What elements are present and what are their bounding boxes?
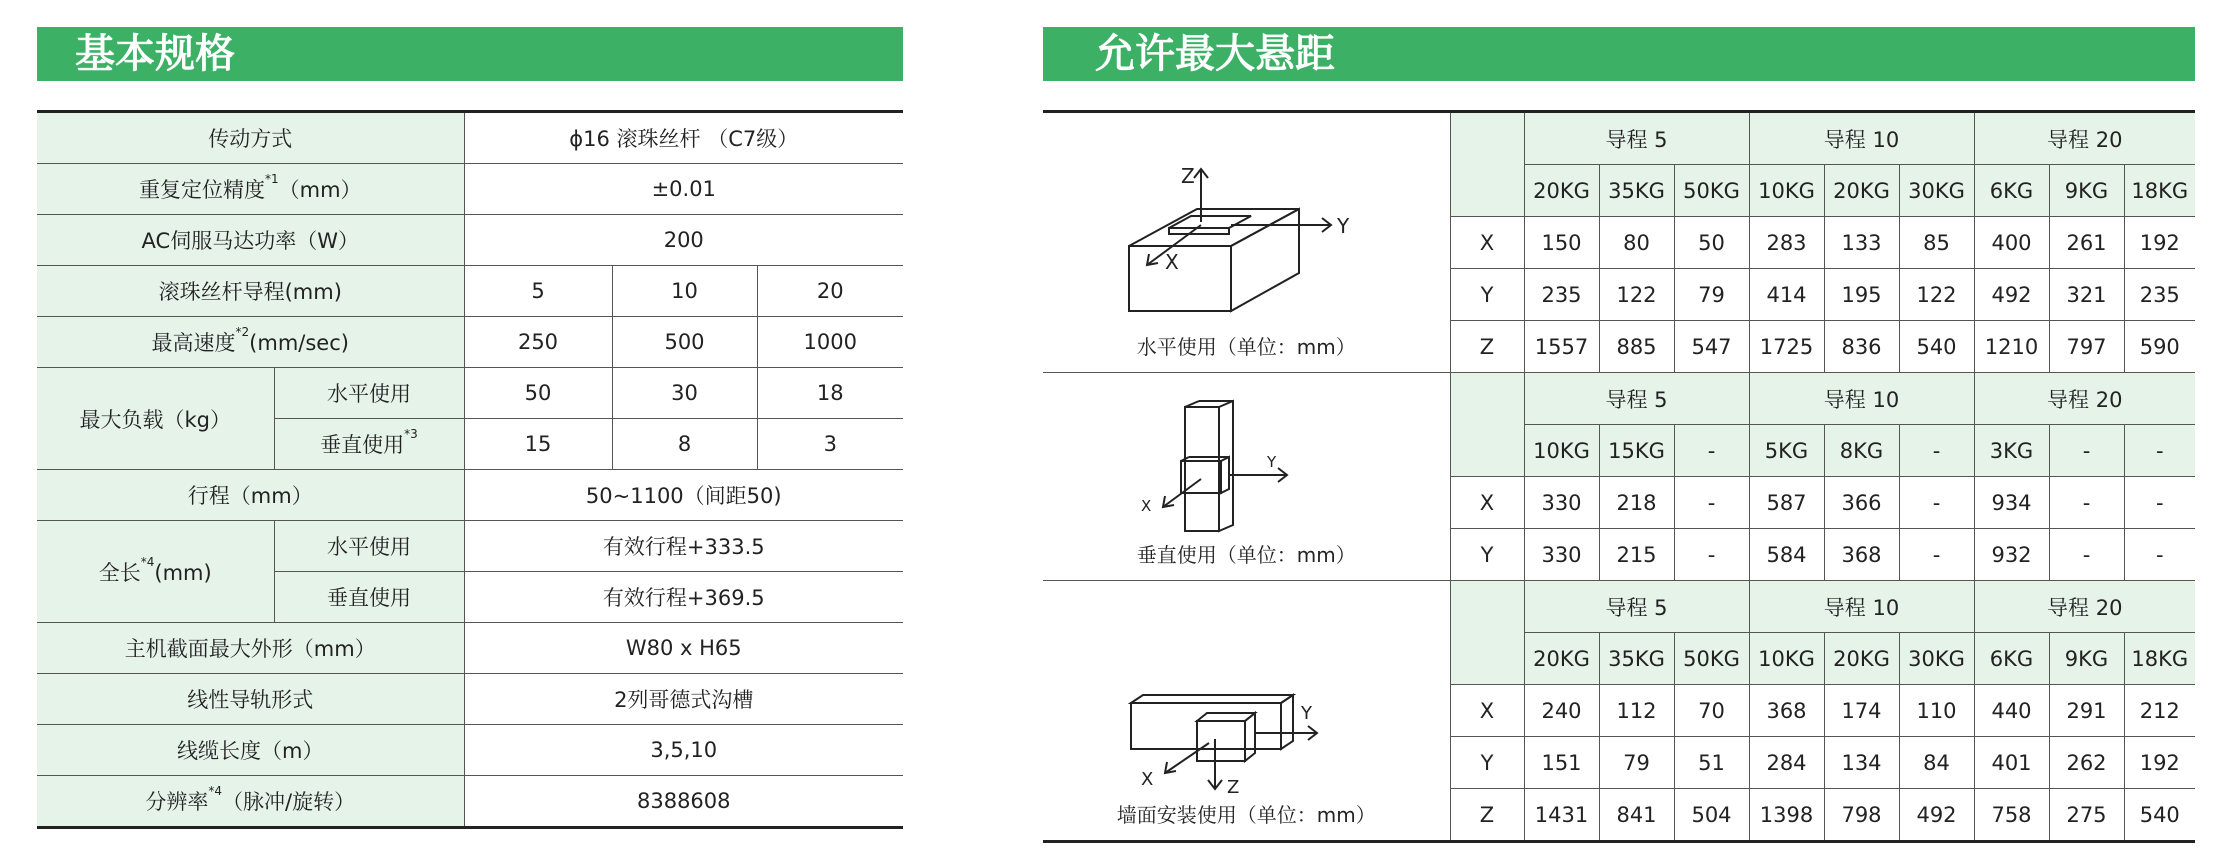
value-cell: 401 bbox=[1974, 737, 2049, 789]
load-header: 20KG bbox=[1524, 633, 1599, 685]
load-header: 50KG bbox=[1674, 165, 1749, 217]
spec-label: 重复定位精度$^{*1}$（mm） bbox=[37, 164, 464, 215]
value-cell: 284 bbox=[1749, 737, 1824, 789]
load-header: 10KG bbox=[1749, 633, 1824, 685]
value-cell: 540 bbox=[1899, 321, 1974, 373]
spec-value: 20 bbox=[757, 266, 903, 317]
vertical-mount-diagram bbox=[1043, 373, 1450, 581]
value-cell: 212 bbox=[2124, 685, 2195, 737]
value-cell: 192 bbox=[2124, 217, 2195, 269]
value-cell: 51 bbox=[1674, 737, 1749, 789]
spec-label: 主机截面最大外形（mm） bbox=[37, 623, 464, 674]
lead-header: 导程 20 bbox=[1974, 373, 2195, 425]
value-cell: 122 bbox=[1599, 269, 1674, 321]
value-cell: 321 bbox=[2049, 269, 2124, 321]
value-cell: 368 bbox=[1824, 529, 1899, 581]
value-cell: 235 bbox=[1524, 269, 1599, 321]
load-header: 35KG bbox=[1599, 165, 1674, 217]
overhang-lead-header bbox=[1043, 373, 2195, 425]
value-cell: 330 bbox=[1524, 477, 1599, 529]
value-cell: 841 bbox=[1599, 789, 1674, 842]
value-cell: 934 bbox=[1974, 477, 2049, 529]
axis-cell: Y bbox=[1450, 529, 1524, 581]
spec-value: 50~1100（间距50) bbox=[464, 470, 903, 521]
diagram-caption: 水平使用（单位：mm） bbox=[1136, 335, 1356, 359]
value-cell: - bbox=[1899, 477, 1974, 529]
load-header: 35KG bbox=[1599, 633, 1674, 685]
spec-value: W80 x H65 bbox=[464, 623, 903, 674]
value-cell: 275 bbox=[2049, 789, 2124, 842]
spec-label: 行程（mm） bbox=[37, 470, 464, 521]
load-header: 9KG bbox=[2049, 165, 2124, 217]
value-cell: 133 bbox=[1824, 217, 1899, 269]
value-cell: 84 bbox=[1899, 737, 1974, 789]
lead-header: 导程 20 bbox=[1974, 581, 2195, 633]
overhang-lead-header bbox=[1043, 581, 2195, 633]
spec-value: 200 bbox=[464, 215, 903, 266]
spec-label: 最高速度$^{*2}$(mm/sec) bbox=[37, 317, 464, 368]
value-cell: 112 bbox=[1599, 685, 1674, 737]
spec-label: 全长$^{*4}$(mm) bbox=[37, 521, 274, 623]
load-header: - bbox=[2049, 425, 2124, 477]
axis-cell: X bbox=[1450, 217, 1524, 269]
lead-header: 导程 20 bbox=[1974, 112, 2195, 165]
load-header: 20KG bbox=[1824, 633, 1899, 685]
spec-row-section bbox=[37, 623, 903, 674]
wall-mount-icon bbox=[1101, 629, 1391, 799]
spec-sublabel: 垂直使用$^{*3}$ bbox=[274, 419, 464, 470]
spec-row-lead bbox=[37, 266, 903, 317]
load-header: 6KG bbox=[1974, 633, 2049, 685]
axis-header-cell bbox=[1450, 112, 1524, 217]
spec-value: 18 bbox=[757, 368, 903, 419]
load-header: 9KG bbox=[2049, 633, 2124, 685]
x-axis-label: X bbox=[1141, 497, 1152, 515]
spec-value: 有效行程+369.5 bbox=[464, 572, 903, 623]
load-header: 8KG bbox=[1824, 425, 1899, 477]
spec-row-load-horizontal bbox=[37, 368, 903, 419]
lead-header: 导程 5 bbox=[1524, 581, 1749, 633]
value-cell: 1210 bbox=[1974, 321, 2049, 373]
value-cell: 122 bbox=[1899, 269, 1974, 321]
axis-cell: X bbox=[1450, 685, 1524, 737]
value-cell: 79 bbox=[1599, 737, 1674, 789]
value-cell: - bbox=[2124, 529, 2195, 581]
overhang-table bbox=[1043, 110, 2195, 843]
value-cell: 1725 bbox=[1749, 321, 1824, 373]
value-cell: 885 bbox=[1599, 321, 1674, 373]
value-cell: 70 bbox=[1674, 685, 1749, 737]
spec-value: 5 bbox=[464, 266, 612, 317]
load-header: 18KG bbox=[2124, 633, 2195, 685]
spec-row-cable bbox=[37, 725, 903, 776]
load-header: 18KG bbox=[2124, 165, 2195, 217]
spec-label: 传动方式 bbox=[37, 112, 464, 164]
value-cell: 547 bbox=[1674, 321, 1749, 373]
value-cell: 798 bbox=[1824, 789, 1899, 842]
spec-label: 最大负载（kg） bbox=[37, 368, 274, 470]
spec-value: 2列哥德式沟槽 bbox=[464, 674, 903, 725]
value-cell: - bbox=[1899, 529, 1974, 581]
y-axis-label: Y bbox=[1301, 703, 1313, 724]
axis-cell: Y bbox=[1450, 737, 1524, 789]
spec-sublabel: 垂直使用 bbox=[274, 572, 464, 623]
value-cell: 932 bbox=[1974, 529, 2049, 581]
value-cell: 240 bbox=[1524, 685, 1599, 737]
spec-value: 10 bbox=[612, 266, 757, 317]
value-cell: 195 bbox=[1824, 269, 1899, 321]
load-header: 20KG bbox=[1824, 165, 1899, 217]
load-header: 15KG bbox=[1599, 425, 1674, 477]
axis-cell: Z bbox=[1450, 789, 1524, 842]
spec-label: 线缆长度（m） bbox=[37, 725, 464, 776]
axis-cell: Z bbox=[1450, 321, 1524, 373]
value-cell: - bbox=[2049, 529, 2124, 581]
value-cell: - bbox=[2049, 477, 2124, 529]
value-cell: 492 bbox=[1899, 789, 1974, 842]
spec-value: 15 bbox=[464, 419, 612, 470]
y-axis-label: Y bbox=[1267, 453, 1277, 471]
diagram-caption: 垂直使用（单位：mm） bbox=[1136, 543, 1356, 567]
spec-row-length-horizontal bbox=[37, 521, 903, 572]
basic-spec-table bbox=[37, 110, 903, 829]
load-header: - bbox=[2124, 425, 2195, 477]
load-header: 3KG bbox=[1974, 425, 2049, 477]
spec-value: 8 bbox=[612, 419, 757, 470]
value-cell: 50 bbox=[1674, 217, 1749, 269]
value-cell: 192 bbox=[2124, 737, 2195, 789]
spec-value: 500 bbox=[612, 317, 757, 368]
spec-row-guide bbox=[37, 674, 903, 725]
spec-sublabel: 水平使用 bbox=[274, 368, 464, 419]
spec-row-repeat bbox=[37, 164, 903, 215]
value-cell: 540 bbox=[2124, 789, 2195, 842]
value-cell: 492 bbox=[1974, 269, 2049, 321]
value-cell: 440 bbox=[1974, 685, 2049, 737]
value-cell: 414 bbox=[1749, 269, 1824, 321]
value-cell: - bbox=[2124, 477, 2195, 529]
x-axis-label: X bbox=[1141, 769, 1154, 790]
value-cell: 80 bbox=[1599, 217, 1674, 269]
horizontal-mount-diagram bbox=[1043, 112, 1450, 373]
value-cell: - bbox=[1674, 529, 1749, 581]
value-cell: 261 bbox=[2049, 217, 2124, 269]
spec-row-drive bbox=[37, 112, 903, 164]
load-header: - bbox=[1899, 425, 1974, 477]
value-cell: 218 bbox=[1599, 477, 1674, 529]
diagram-caption: 墙面安装使用（单位：mm） bbox=[1116, 803, 1376, 827]
value-cell: 215 bbox=[1599, 529, 1674, 581]
spec-value: 3 bbox=[757, 419, 903, 470]
spec-label: 滚珠丝杆导程(mm) bbox=[37, 266, 464, 317]
vertical-mount-icon bbox=[1101, 399, 1391, 539]
value-cell: 590 bbox=[2124, 321, 2195, 373]
value-cell: 85 bbox=[1899, 217, 1974, 269]
value-cell: 758 bbox=[1974, 789, 2049, 842]
spec-value: 50 bbox=[464, 368, 612, 419]
spec-label: AC伺服马达功率（W） bbox=[37, 215, 464, 266]
spec-row-speed bbox=[37, 317, 903, 368]
z-axis-label: Z bbox=[1181, 164, 1195, 188]
value-cell: 235 bbox=[2124, 269, 2195, 321]
overhang-lead-header bbox=[1043, 112, 2195, 165]
lead-header: 导程 5 bbox=[1524, 112, 1749, 165]
lead-header: 导程 10 bbox=[1749, 373, 1974, 425]
spec-sublabel: 水平使用 bbox=[274, 521, 464, 572]
value-cell: 151 bbox=[1524, 737, 1599, 789]
spec-value: 250 bbox=[464, 317, 612, 368]
value-cell: 283 bbox=[1749, 217, 1824, 269]
value-cell: 291 bbox=[2049, 685, 2124, 737]
lead-header: 导程 10 bbox=[1749, 112, 1974, 165]
load-header: 30KG bbox=[1899, 165, 1974, 217]
axis-header-cell bbox=[1450, 373, 1524, 477]
value-cell: 504 bbox=[1674, 789, 1749, 842]
value-cell: 400 bbox=[1974, 217, 2049, 269]
load-header: 10KG bbox=[1749, 165, 1824, 217]
z-axis-label: Z bbox=[1227, 777, 1240, 798]
axis-header-cell bbox=[1450, 581, 1524, 685]
load-header: 30KG bbox=[1899, 633, 1974, 685]
spec-value: 30 bbox=[612, 368, 757, 419]
value-cell: 584 bbox=[1749, 529, 1824, 581]
value-cell: 1398 bbox=[1749, 789, 1824, 842]
wall-mount-diagram bbox=[1043, 581, 1450, 842]
spec-row-stroke bbox=[37, 470, 903, 521]
spec-row-motor bbox=[37, 215, 903, 266]
spec-value: 8388608 bbox=[464, 776, 903, 828]
spec-label: 分辨率$^{*4}$（脉冲/旋转） bbox=[37, 776, 464, 828]
spec-value: ±0.01 bbox=[464, 164, 903, 215]
value-cell: 587 bbox=[1749, 477, 1824, 529]
x-axis-label: X bbox=[1165, 250, 1179, 274]
load-header: 6KG bbox=[1974, 165, 2049, 217]
spec-label: 线性导轨形式 bbox=[37, 674, 464, 725]
value-cell: 79 bbox=[1674, 269, 1749, 321]
value-cell: 366 bbox=[1824, 477, 1899, 529]
load-header: 5KG bbox=[1749, 425, 1824, 477]
value-cell: 174 bbox=[1824, 685, 1899, 737]
axis-cell: Y bbox=[1450, 269, 1524, 321]
value-cell: 1557 bbox=[1524, 321, 1599, 373]
value-cell: 262 bbox=[2049, 737, 2124, 789]
value-cell: 134 bbox=[1824, 737, 1899, 789]
axis-cell: X bbox=[1450, 477, 1524, 529]
spec-row-resolution bbox=[37, 776, 903, 828]
value-cell: 1431 bbox=[1524, 789, 1599, 842]
value-cell: 368 bbox=[1749, 685, 1824, 737]
load-header: - bbox=[1674, 425, 1749, 477]
spec-value: 3,5,10 bbox=[464, 725, 903, 776]
spec-value: 有效行程+333.5 bbox=[464, 521, 903, 572]
spec-value: 1000 bbox=[757, 317, 903, 368]
value-cell: 110 bbox=[1899, 685, 1974, 737]
lead-header: 导程 5 bbox=[1524, 373, 1749, 425]
value-cell: 150 bbox=[1524, 217, 1599, 269]
overhang-section-title: 允许最大悬距 bbox=[1043, 27, 2195, 81]
spec-section-title: 基本规格 bbox=[37, 27, 903, 81]
horizontal-mount-icon bbox=[1101, 161, 1391, 331]
value-cell: 836 bbox=[1824, 321, 1899, 373]
value-cell: 330 bbox=[1524, 529, 1599, 581]
value-cell: 797 bbox=[2049, 321, 2124, 373]
spec-value: ϕ16 滚珠丝杆 （C7级） bbox=[464, 112, 903, 164]
y-axis-label: Y bbox=[1337, 214, 1350, 238]
load-header: 10KG bbox=[1524, 425, 1599, 477]
lead-header: 导程 10 bbox=[1749, 581, 1974, 633]
load-header: 20KG bbox=[1524, 165, 1599, 217]
load-header: 50KG bbox=[1674, 633, 1749, 685]
value-cell: - bbox=[1674, 477, 1749, 529]
